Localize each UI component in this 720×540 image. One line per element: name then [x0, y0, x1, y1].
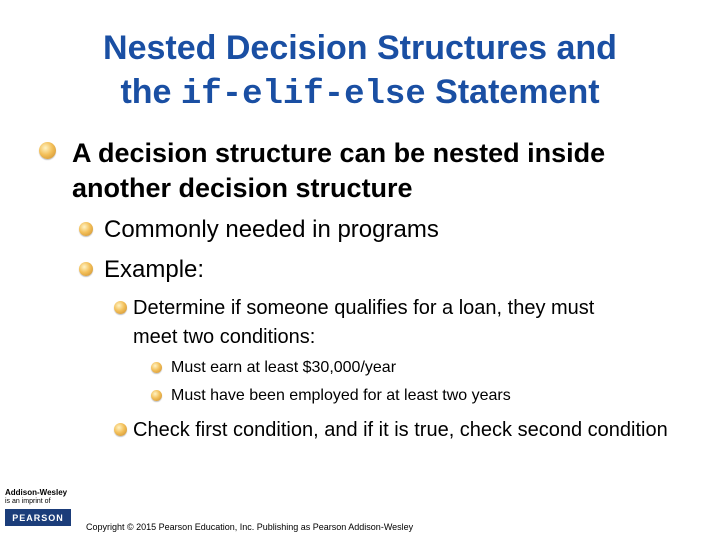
copyright-text: Copyright © 2015 Pearson Education, Inc. Publishing as Pearson Addison-Wesley [86, 522, 414, 532]
bullet-sub-2-1-a [154, 357, 674, 379]
title-line-1: Nested Decision Structures and [103, 29, 617, 67]
title-line-2 [0, 70, 720, 117]
bullet-icon [79, 262, 93, 276]
bullet-sub-2-1-b-text: Must have been employed for at least two years [171, 387, 511, 404]
bullet-sub-2-1-b [154, 385, 674, 407]
bullet-sub-2-1-a-text: Must earn at least $30,000/year [171, 359, 397, 376]
bullet-main-text: A decision structure can be nested inside another decision structure [72, 138, 606, 203]
bullet-sub-2 [84, 255, 644, 285]
title-suffix: Statement [425, 73, 600, 111]
bullet-icon [151, 362, 162, 373]
title-prefix: the [120, 73, 181, 111]
bullet-sub-1 [84, 215, 644, 245]
logo-pearson: PEARSON [5, 509, 71, 526]
bullet-sub-2-2 [118, 416, 678, 445]
bullet-icon [114, 423, 127, 436]
bullet-main [46, 136, 606, 206]
logo-addison-wesley: Addison-Wesley [5, 488, 68, 497]
publisher-logo [5, 488, 73, 540]
bullet-icon [39, 142, 56, 159]
bullet-sub-1-text: Commonly needed in programs [104, 216, 439, 243]
bullet-sub-2-2-text: Check first condition, and if it is true, check second condition [133, 419, 668, 441]
bullet-sub-2-text: Example: [104, 256, 205, 283]
slide-title [0, 26, 720, 117]
logo-imprint-text: is an imprint of [5, 498, 51, 505]
bullet-icon [114, 301, 127, 314]
bullet-sub-2-1 [118, 294, 638, 352]
bullet-sub-2-1-text: Determine if someone qualifies for a loan, they must meet two conditions: [133, 297, 595, 348]
title-code: if-elif-else [180, 76, 426, 114]
bullet-icon [79, 222, 93, 236]
bullet-icon [151, 390, 162, 401]
